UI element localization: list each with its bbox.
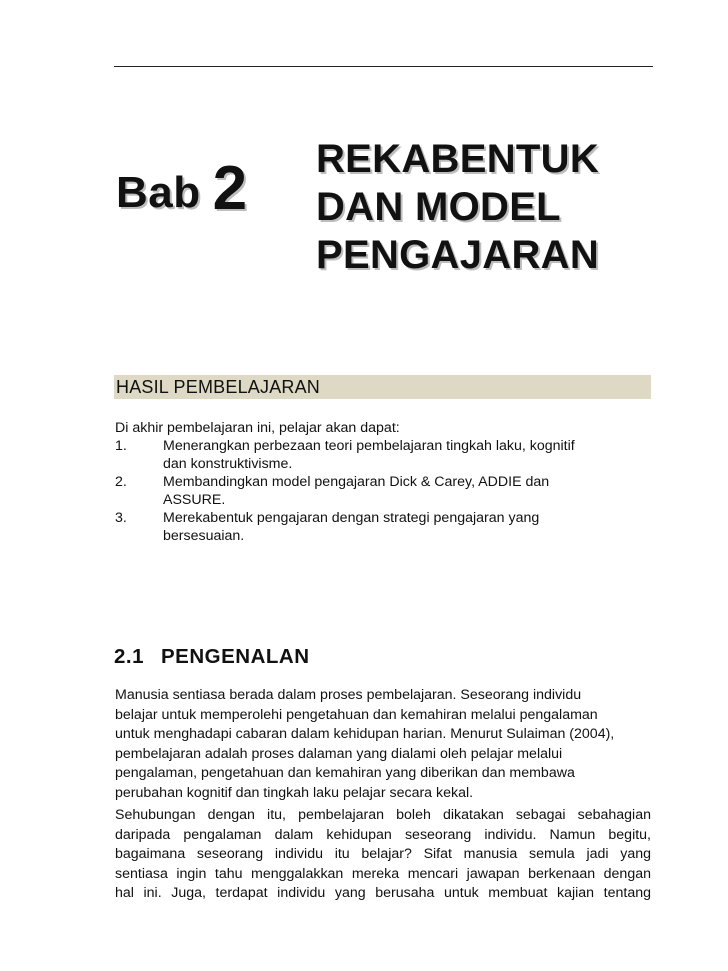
chapter-title-line: PENGAJARAN: [316, 233, 600, 277]
section-number: 2.1: [114, 645, 144, 668]
paragraph-line: bagaimana seseorang individu itu belajar? Sifat manusia semula jadi yang: [115, 846, 651, 863]
list-item-line: ASSURE.: [163, 492, 226, 508]
top-rule: [114, 66, 653, 67]
list-item: [115, 473, 655, 509]
paragraph-line: belajar untuk memperolehi pengetahuan dan kemahiran melalui pengalaman: [115, 706, 598, 723]
section-heading: [114, 644, 310, 670]
list-item-number: 3.: [115, 510, 127, 526]
paragraph-line: untuk menghadapi cabaran dalam kehidupan harian. Menurut Sulaiman (2004),: [115, 726, 615, 743]
chapter-title-line: REKABENTUK: [316, 137, 599, 181]
list-item-line: bersesuaian.: [163, 528, 245, 544]
learning-outcomes-list: [115, 437, 655, 545]
list-item-number: 1.: [115, 438, 127, 454]
list-item-line: Menerangkan perbezaan teori pembelajaran tingkah laku, kognitif: [163, 438, 575, 454]
chapter-number: 2: [212, 154, 248, 223]
learning-outcomes-intro: Di akhir pembelajaran ini, pelajar akan dapat:: [115, 420, 400, 436]
chapter-label-word: Bab: [116, 168, 201, 217]
list-item-line: Merekabentuk pengajaran dengan strategi pengajaran yang: [163, 510, 540, 526]
learning-outcomes-heading: HASIL PEMBELAJARAN: [116, 377, 320, 397]
paragraph-introduction: [115, 686, 655, 804]
paragraph-line: Manusia sentiasa berada dalam proses pembelajaran. Seseorang individu: [115, 687, 582, 703]
list-item: [115, 437, 655, 473]
paragraph-line: pembelajaran adalah proses dalaman yang dialami oleh pelajar melalui: [115, 745, 563, 762]
section-title: PENGENALAN: [161, 645, 310, 668]
paragraph-line: daripada pengalaman dalam kehidupan seseorang individu. Namun begitu,: [115, 826, 651, 843]
paragraph-line: pengalaman, pengetahuan dan kemahiran yang diberikan dan membawa: [115, 765, 575, 782]
list-item: [115, 509, 655, 545]
paragraph-line: Sehubungan dengan itu, pembelajaran boleh dikatakan sebagai sebahagian: [115, 807, 651, 823]
list-item-number: 2.: [115, 474, 127, 490]
list-item-line: dan konstruktivisme.: [163, 456, 293, 472]
paragraph-continuation: [115, 806, 651, 904]
chapter-title-line: DAN MODEL: [316, 185, 561, 229]
learning-outcomes-heading-band: [114, 375, 651, 399]
chapter-label: [116, 154, 248, 223]
chapter-title: [316, 135, 599, 279]
paragraph-line: perubahan kognitif dan tingkah laku pelajar secara kekal.: [115, 784, 474, 801]
paragraph-line: hal ini. Juga, terdapat individu yang berusaha untuk membuat kajian tentang: [115, 885, 651, 902]
list-item-line: Membandingkan model pengajaran Dick & Carey, ADDIE dan: [163, 474, 550, 490]
paragraph-line: sentiasa ingin tahu menggalakkan mereka mencari jawapan berkenaan dengan: [115, 865, 651, 882]
